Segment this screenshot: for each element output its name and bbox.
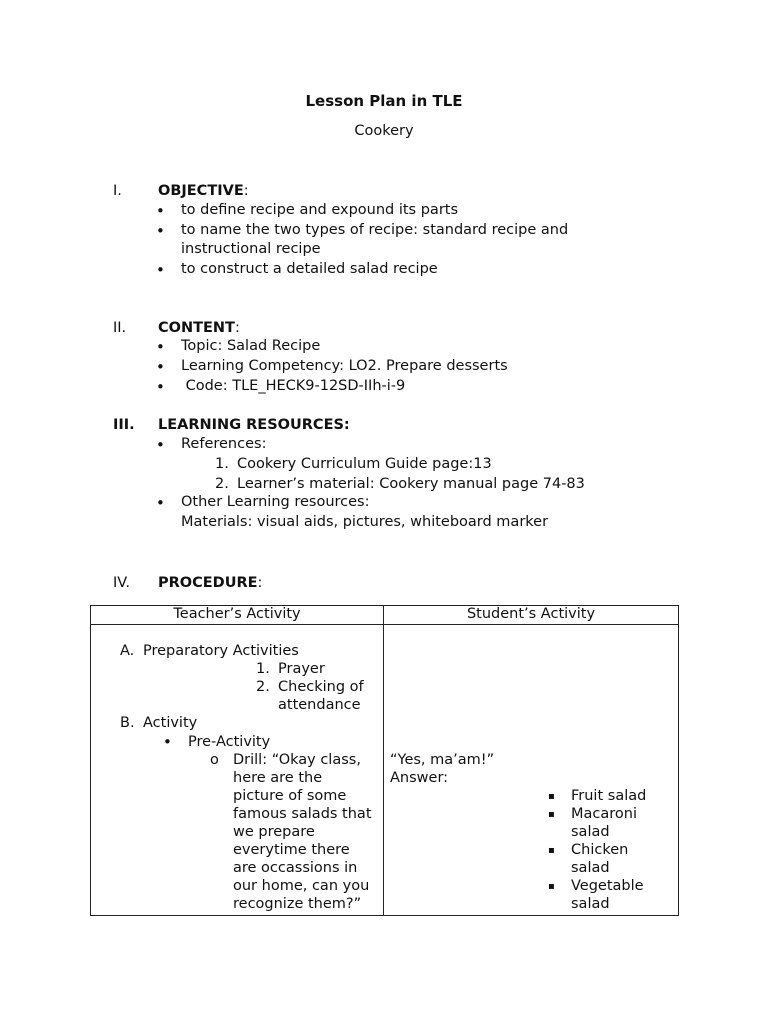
content-item-1: Topic: Salad Recipe	[181, 338, 321, 354]
bullet-icon: •	[156, 222, 165, 240]
drill-line: recognize them?”	[233, 896, 362, 912]
objective-number: I.	[113, 183, 122, 199]
bullet-icon: •	[163, 733, 172, 751]
bullet-icon: •	[156, 338, 165, 356]
student-activity-header: Student’s Activity	[384, 606, 679, 625]
references-label: References:	[181, 436, 267, 452]
student-activity-cell	[384, 625, 679, 916]
reference-number: 2.	[215, 476, 229, 492]
reference-item-2: Learner’s material: Cookery manual page 74-83	[237, 476, 585, 492]
attendance-item-continued: attendance	[278, 697, 361, 713]
answer-item: Macaroni	[571, 806, 637, 822]
pre-activity-item: Pre-Activity	[188, 734, 271, 750]
objective-item-3: to construct a detailed salad recipe	[181, 261, 438, 277]
prayer-item: Prayer	[278, 661, 325, 677]
drill-line: everytime there	[233, 842, 350, 858]
bullet-icon: •	[156, 261, 165, 279]
content-heading: CONTENT:	[158, 320, 240, 336]
answer-item: Fruit salad	[571, 788, 647, 804]
reference-item-1: Cookery Curriculum Guide page:13	[237, 456, 492, 472]
step-number: 1.	[256, 661, 270, 677]
drill-line: here are the	[233, 770, 323, 786]
bullet-icon: •	[156, 358, 165, 376]
drill-line: are occassions in	[233, 860, 358, 876]
page-title: Lesson Plan in TLE	[305, 92, 463, 110]
step-letter: A.	[120, 643, 135, 659]
drill-line: famous salads that	[233, 806, 372, 822]
content-item-3: Code: TLE_HECK9-12SD-IIh-i-9	[181, 378, 406, 394]
drill-line: picture of some	[233, 788, 347, 804]
drill-line: our home, can you	[233, 878, 370, 894]
step-letter: B.	[120, 715, 135, 731]
bullet-icon: •	[156, 494, 165, 512]
teacher-activity-header: Teacher’s Activity	[91, 606, 384, 625]
resources-heading: LEARNING RESOURCES:	[158, 417, 350, 433]
answer-item-continued: salad	[571, 896, 610, 912]
drill-line: Drill: “Okay class,	[233, 752, 361, 768]
teacher-activity-cell	[91, 625, 384, 916]
answer-item-continued: salad	[571, 860, 610, 876]
preparatory-activities: Preparatory Activities	[143, 643, 299, 659]
objective-item-2: to name the two types of recipe: standard recipe and	[181, 222, 569, 238]
answer-item-continued: salad	[571, 824, 610, 840]
circle-bullet-icon: o	[210, 752, 219, 768]
procedure-heading: PROCEDURE:	[158, 575, 263, 591]
activity-item: Activity	[143, 715, 198, 731]
answer-item: Chicken	[571, 842, 629, 858]
procedure-table	[90, 605, 679, 916]
objective-heading: OBJECTIVE:	[158, 183, 249, 199]
step-number: 2.	[256, 679, 270, 695]
student-reply: “Yes, ma’am!”	[390, 752, 495, 768]
page-subtitle: Cookery	[354, 123, 414, 139]
bullet-icon: •	[156, 378, 165, 396]
answer-label: Answer:	[390, 770, 449, 786]
other-resources-label: Other Learning resources:	[181, 494, 370, 510]
resources-number: III.	[113, 417, 135, 433]
attendance-item: Checking of	[278, 679, 364, 695]
reference-number: 1.	[215, 456, 229, 472]
table-header-row	[91, 606, 679, 625]
bullet-icon: •	[156, 202, 165, 220]
materials-text: Materials: visual aids, pictures, whiteboard marker	[181, 514, 549, 530]
table-row	[91, 625, 679, 916]
objective-item-1: to define recipe and expound its parts	[181, 202, 459, 218]
square-bullet-icon: ▪	[548, 809, 555, 820]
square-bullet-icon: ▪	[548, 881, 555, 892]
procedure-number: IV.	[113, 575, 130, 591]
bullet-icon: •	[156, 436, 165, 454]
square-bullet-icon: ▪	[548, 791, 555, 802]
content-number: II.	[113, 320, 127, 336]
content-item-2: Learning Competency: LO2. Prepare desserts	[181, 358, 508, 374]
drill-line: we prepare	[233, 824, 315, 840]
square-bullet-icon: ▪	[548, 845, 555, 856]
answer-item: Vegetable	[571, 878, 644, 894]
objective-item-2-continued: instructional recipe	[181, 241, 321, 257]
